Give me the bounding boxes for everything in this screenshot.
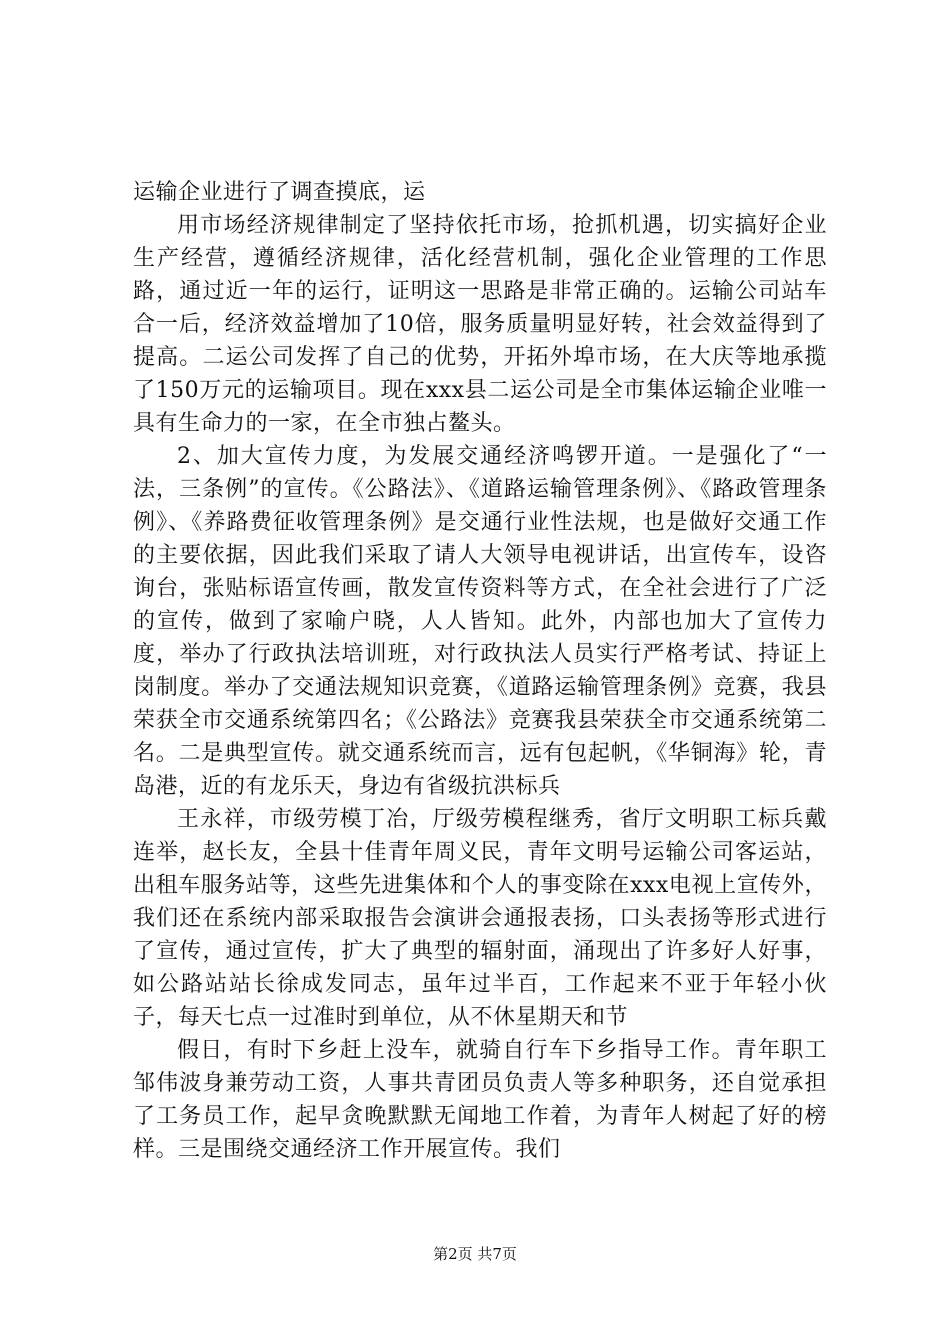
paragraph-4: 王永祥，市级劳模丁冶，厅级劳模程继秀，省厅文明职工标兵戴连举，赵长友，全县十佳青年周义民，青年文明号运输公司客运站，出租车服务站等，这些先进集体和个人的事变除在xxx电视上宣传外，我们还在系统内部采取报告会演讲会通报表扬，口头表扬等形式进行了宣传，通过宣传，扩大了典型的辐射面，涌现出了许多好人好事，如公路站站长徐成发同志，虽年过半百，工作起来不亚于年轻小伙子，每天七点一过准时到单位，从不休星期天和节 [133, 807, 827, 1030]
paragraph-1: 运输企业进行了调查摸底，运 [133, 180, 426, 205]
document-body [133, 176, 827, 1166]
paragraph-5: 假日，有时下乡赶上没车，就骑自行车下乡指导工作。青年职工邹伟波身兼劳动工资，人事共青团员负责人等多种职务，还自觉承担了工务员工作，起早贪晚默默无闻地工作着，为青年人树起了好的榜样。三是围绕交通经济工作开展宣传。我们 [133, 1038, 827, 1162]
page-number-label: 第2页 共7页 [433, 1245, 517, 1263]
paragraph-2: 用市场经济规律制定了坚持依托市场，抢抓机遇，切实搞好企业生产经营，遵循经济规律，活化经营机制，强化企业管理的工作思路，通过近一年的运行，证明这一思路是非常正确的。运输公司站车合一后，经济效益增加了10倍，服务质量明显好转，社会效益得到了提高。二运公司发挥了自己的优势，开拓外埠市场，在大庆等地承揽了150万元的运输项目。现在xxx县二运公司是全市集体运输企业唯一具有生命力的一家，在全市独占鳌头。 [133, 213, 827, 436]
paragraph-3: 2、加大宣传力度，为发展交通经济鸣锣开道。一是强化了“一法，三条例”的宣传。《公路法》、《道路运输管理条例》、《路政管理条例》、《养路费征收管理条例》是交通行业性法规，也是做好交通工作的主要依据，因此我们采取了请人大领导电视讲话，出宣传车，设咨询台，张贴标语宣传画，散发宣传资料等方式，在全社会进行了广泛的宣传，做到了家喻户晓，人人皆知。此外，内部也加大了宣传力度，举办了行政执法培训班，对行政执法人员实行严格考试、持证上岗制度。举办了交通法规知识竞赛，《道路运输管理条例》竞赛，我县荣获全市交通系统第四名；《公路法》竞赛我县荣获全市交通系统第二名。二是典型宣传。就交通系统而言，远有包起帆，《华铜海》轮，青岛港，近的有龙乐天，身边有省级抗洪标兵 [133, 444, 827, 799]
page-footer [0, 1244, 950, 1264]
